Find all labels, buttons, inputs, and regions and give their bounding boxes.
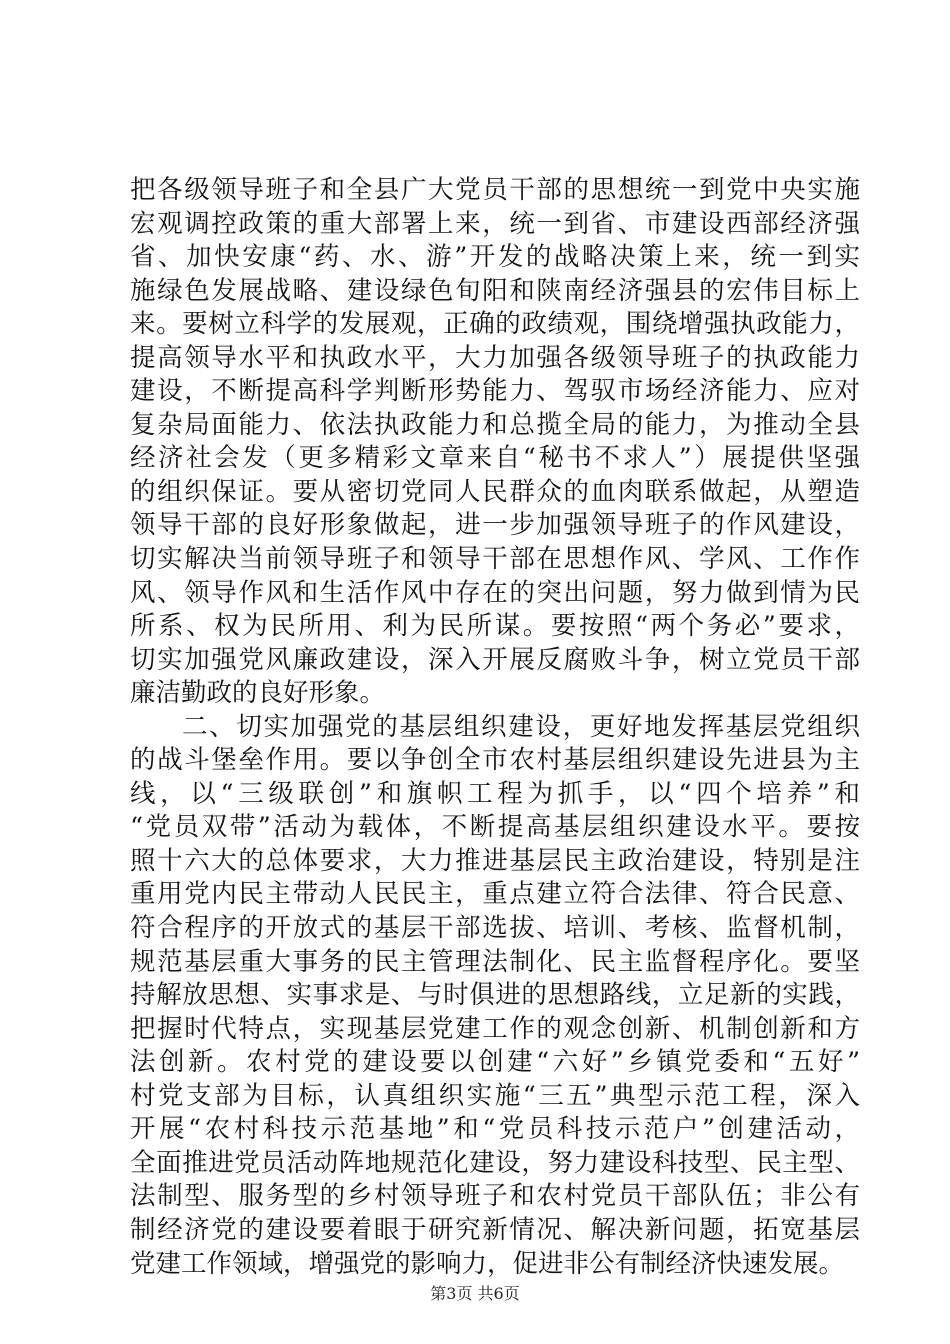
page-number-footer: 第3页 共6页 (430, 1284, 520, 1303)
text-line: 重用党内民主带动人民民主，重点建立符合法律、符合民意、 (130, 879, 860, 910)
text-line: 符合程序的开放式的基层干部选拔、培训、考核、监督机制， (130, 913, 860, 944)
text-line: 的战斗堡垒作用。要以争创全市农村基层组织建设先进县为主 (130, 745, 860, 776)
text-line: 省、加快安康“药、水、游”开发的战略决策上来，统一到实 (130, 242, 860, 273)
text-line: 提高领导水平和执政水平，大力加强各级领导班子的执政能力 (130, 342, 860, 373)
text-line: 法创新。农村党的建设要以创建“六好”乡镇党委和“五好” (130, 1047, 860, 1078)
text-line: 规范基层重大事务的民主管理法制化、民主监督程序化。要坚 (130, 946, 860, 977)
body-text (130, 174, 860, 1281)
text-line: 持解放思想、实事求是、与时俱进的思想路线，立足新的实践， (130, 980, 860, 1011)
text-line: 村党支部为目标，认真组织实施“三五”典型示范工程，深入 (130, 1080, 860, 1111)
text-line: 廉洁勤政的良好形象。 (130, 678, 386, 709)
text-line: 来。要树立科学的发展观，正确的政绩观，围绕增强执政能力， (130, 309, 860, 340)
text-line: 的组织保证。要从密切党同人民群众的血肉联系做起，从塑造 (130, 476, 860, 507)
text-line: “党员双带”活动为载体，不断提高基层组织建设水平。要按 (130, 812, 860, 843)
text-line: 建设，不断提高科学判断形势能力、驾驭市场经济能力、应对 (130, 376, 860, 407)
text-line: 党建工作领域，增强党的影响力，促进非公有制经济快速发展。 (130, 1248, 845, 1279)
text-line: 领导干部的良好形象做起，进一步加强领导班子的作风建设， (130, 510, 860, 541)
text-line: 全面推进党员活动阵地规范化建设，努力建设科技型、民主型、 (130, 1147, 860, 1178)
text-line: 切实解决当前领导班子和领导干部在思想作风、学风、工作作 (130, 544, 860, 575)
text-line: 线，以“三级联创”和旗帜工程为抓手，以“四个培养”和 (130, 778, 860, 809)
text-line: 复杂局面能力、依法执政能力和总揽全局的能力，为推动全县 (130, 409, 860, 440)
text-line: 法制型、服务型的乡村领导班子和农村党员干部队伍；非公有 (130, 1181, 860, 1212)
text-line: 经济社会发（更多精彩文章来自“秘书不求人”）展提供坚强 (130, 443, 860, 474)
text-line: 所系、权为民所用、利为民所谋。要按照“两个务必”要求， (130, 611, 860, 642)
paragraph-2 (130, 711, 860, 1281)
text-line: 切实加强党风廉政建设，深入开展反腐败斗争，树立党员干部 (130, 644, 860, 675)
text-line: 把握时代特点，实现基层党建工作的观念创新、机制创新和方 (130, 1013, 860, 1044)
paragraph-1 (130, 174, 860, 711)
text-line: 宏观调控政策的重大部署上来，统一到省、市建设西部经济强 (130, 208, 860, 239)
text-line: 制经济党的建设要着眼于研究新情况、解决新问题，拓宽基层 (130, 1214, 860, 1245)
text-line: 把各级领导班子和全县广大党员干部的思想统一到党中央实施 (130, 175, 860, 205)
text-line: 施绿色发展战略、建设绿色旬阳和陕南经济强县的宏伟目标上 (130, 275, 860, 306)
text-line: 照十六大的总体要求，大力推进基层民主政治建设，特别是注 (130, 845, 860, 876)
text-line: 风、领导作风和生活作风中存在的突出问题，努力做到情为民 (130, 577, 860, 608)
text-line: 二、切实加强党的基层组织建设，更好地发挥基层党组织 (182, 711, 860, 742)
text-line: 开展“农村科技示范基地”和“党员科技示范户”创建活动， (130, 1114, 860, 1145)
